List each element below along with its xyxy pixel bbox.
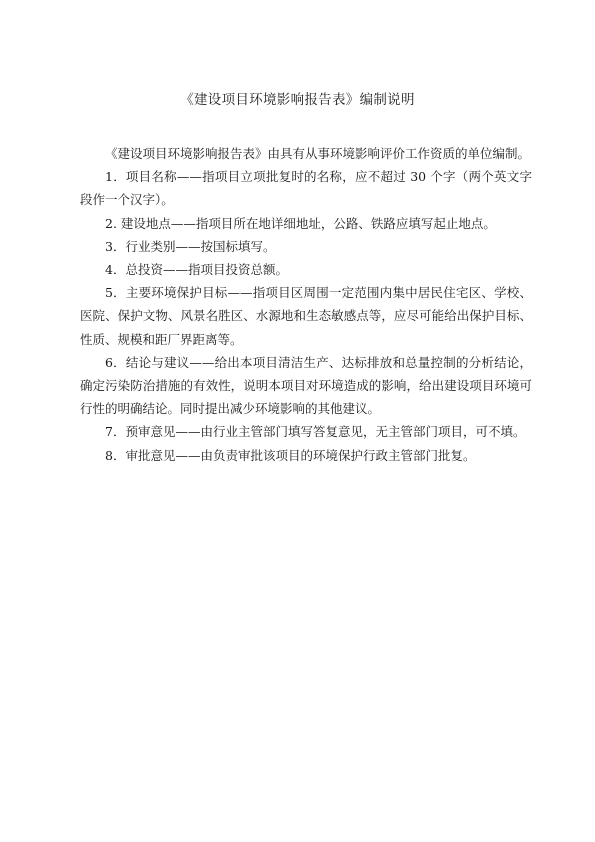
item-project-name: 1．项目名称——指项目立项批复时的名称，应不超过 30 个字（两个英文字段作一个汉字）。 — [80, 169, 532, 208]
item-preliminary-review: 7．预审意见——由行业主管部门填写答复意见，无主管部门项目，可不填。 — [105, 424, 526, 440]
item-construction-site: 2. 建设地点——指项目所在地详细地址，公路、铁路应填写起止地点。 — [105, 215, 496, 231]
item-conclusions: 6．结论与建议——给出本项目清洁生产、达标排放和总量控制的分析结论，确定污染防治措施的有效性，说明本项目对环境造成的影响，给出建设项目环境可行性的明确结论。同时提出减少环境影响的其他建议。 — [80, 354, 532, 417]
item-total-investment: 4．总投资——指项目投资总额。 — [105, 262, 288, 278]
document-title: 《建设项目环境影响报告表》编制说明 — [180, 92, 415, 108]
item-approval-opinion: 8．审批意见——由负责审批该项目的环境保护行政主管部门批复。 — [105, 447, 476, 463]
item-industry-category: 3．行业类别——按国标填写。 — [105, 238, 276, 254]
document-body — [80, 142, 532, 467]
intro-paragraph: 《建设项目环境影响报告表》由具有从事环境影响评价工作资质的单位编制。 — [105, 146, 531, 161]
item-protection-targets: 5．主要环境保护目标——指项目区周围一定范围内集中居民住宅区、学校、医院、保护文物、风景名胜区、水源地和生态敏感点等，应尽可能给出保护目标、性质、规模和距厂界距离等。 — [80, 285, 532, 347]
